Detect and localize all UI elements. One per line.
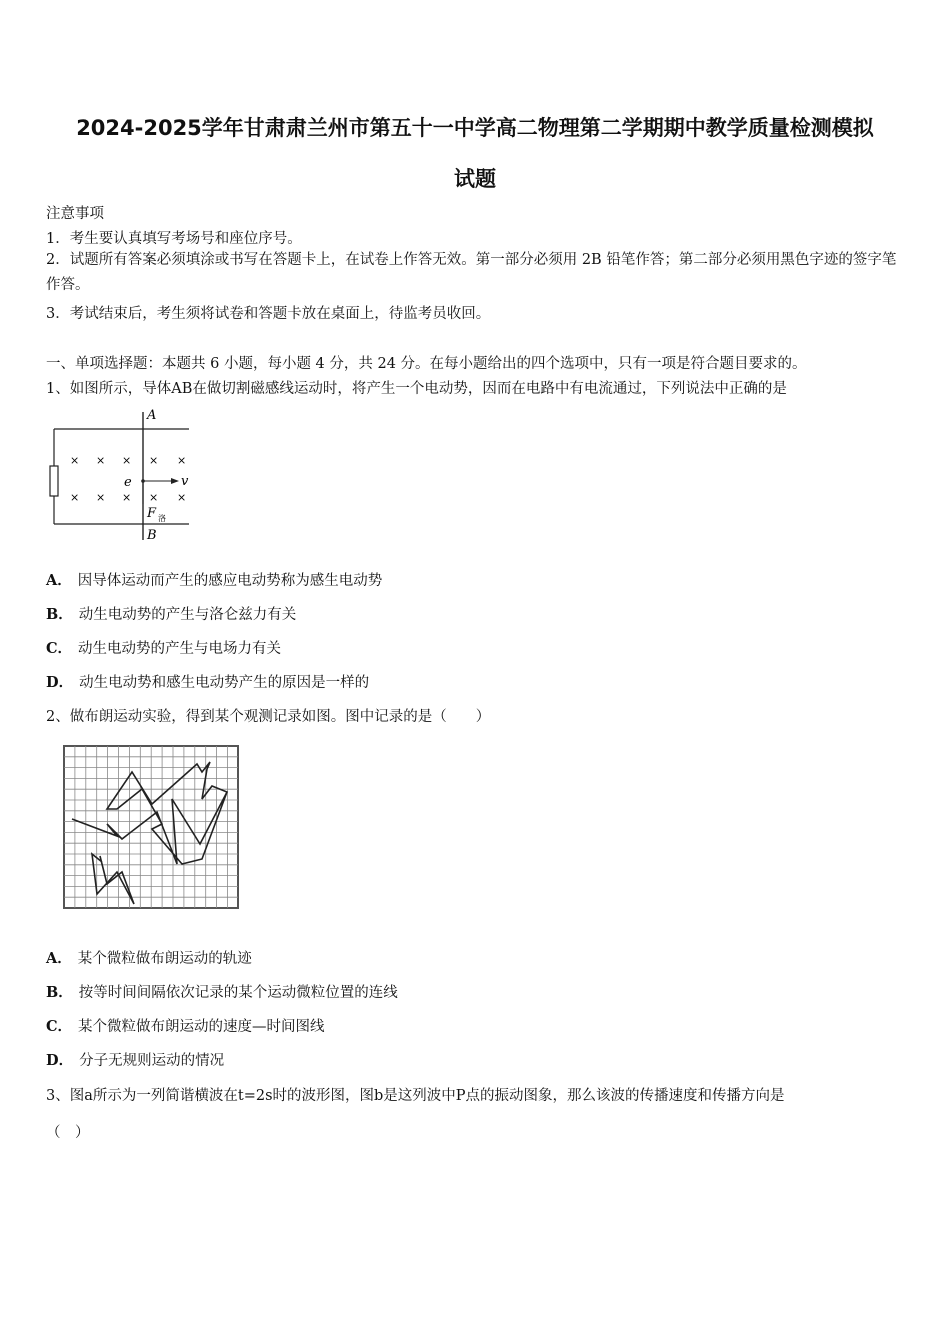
field-cross: × <box>177 491 187 504</box>
notice-item-1: 1．考生要认真填写考场号和座位序号。 <box>46 231 302 247</box>
label-f-subscript: 洛 <box>158 514 166 523</box>
label-f: F <box>147 506 157 521</box>
question-2-stem: 2、做布朗运动实验，得到某个观测记录如图。图中记录的是（ ） <box>46 709 491 725</box>
document-title: 2024-2025学年甘肃肃兰州市第五十一中学高二物理第二学期期中教学质量检测模拟 <box>76 116 874 140</box>
field-cross: × <box>70 491 80 504</box>
label-v: v <box>181 474 189 489</box>
q1-option-a: A． 因导体运动而产生的感应电动势称为感生电动势 <box>46 572 383 589</box>
q2-option-c: C． 某个微粒做布朗运动的速度—时间图线 <box>46 1018 325 1035</box>
field-cross: × <box>177 454 187 467</box>
q1-option-c: C． 动生电动势的产生与电场力有关 <box>46 640 282 657</box>
q1-option-d: D． 动生电动势和感生电动势产生的原因是一样的 <box>46 674 370 691</box>
velocity-arrowhead <box>171 478 179 484</box>
brownian-motion-grid <box>62 744 242 912</box>
field-cross: × <box>122 491 132 504</box>
field-cross: × <box>122 454 132 467</box>
document-title-continued: 试题 <box>454 167 496 191</box>
label-b: B <box>147 528 157 543</box>
question-3-paren: （ ） <box>46 1125 90 1141</box>
circuit-figure <box>46 404 206 548</box>
notice-item-3: 3．考试结束后，考生须将试卷和答题卡放在桌面上，待监考员收回。 <box>46 306 491 322</box>
field-cross: × <box>96 454 106 467</box>
question-3-stem: 3、图a所示为一列简谐横波在t=2s时的波形图，图b是这列波中P点的振动图象，那么该波的传播速度和传播方向是 <box>46 1088 785 1104</box>
notice-heading: 注意事项 <box>46 206 104 222</box>
q2-option-a: A． 某个微粒做布朗运动的轨迹 <box>46 950 252 967</box>
circuit-diagram <box>46 404 206 544</box>
label-e: e <box>124 475 132 490</box>
label-a: A <box>147 408 157 423</box>
q1-option-b: B． 动生电动势的产生与洛仑兹力有关 <box>46 606 297 623</box>
section-header: 一、单项选择题：本题共 6 小题，每小题 4 分，共 24 分。在每小题给出的四个选项中，只有一项是符合题目要求的。 <box>46 356 807 372</box>
field-cross: × <box>149 454 159 467</box>
field-cross: × <box>70 454 80 467</box>
question-1-stem: 1、如图所示，导体AB在做切割磁感线运动时，将产生一个电动势，因而在电路中有电流通过，下列说法中正确的是 <box>46 381 787 397</box>
field-cross: × <box>96 491 106 504</box>
notice-item-2: 2．试题所有答案必须填涂或书写在答题卡上，在试卷上作答无效。第一部分必须用 2B 铅笔作答；第二部分必须用黑色字迹的签字笔作答。 <box>46 252 897 293</box>
resistor <box>50 466 58 496</box>
field-cross: × <box>149 491 159 504</box>
brownian-figure <box>62 744 242 916</box>
q2-option-d: D． 分子无规则运动的情况 <box>46 1052 225 1069</box>
q2-option-b: B． 按等时间间隔依次记录的某个运动微粒位置的连线 <box>46 984 398 1001</box>
